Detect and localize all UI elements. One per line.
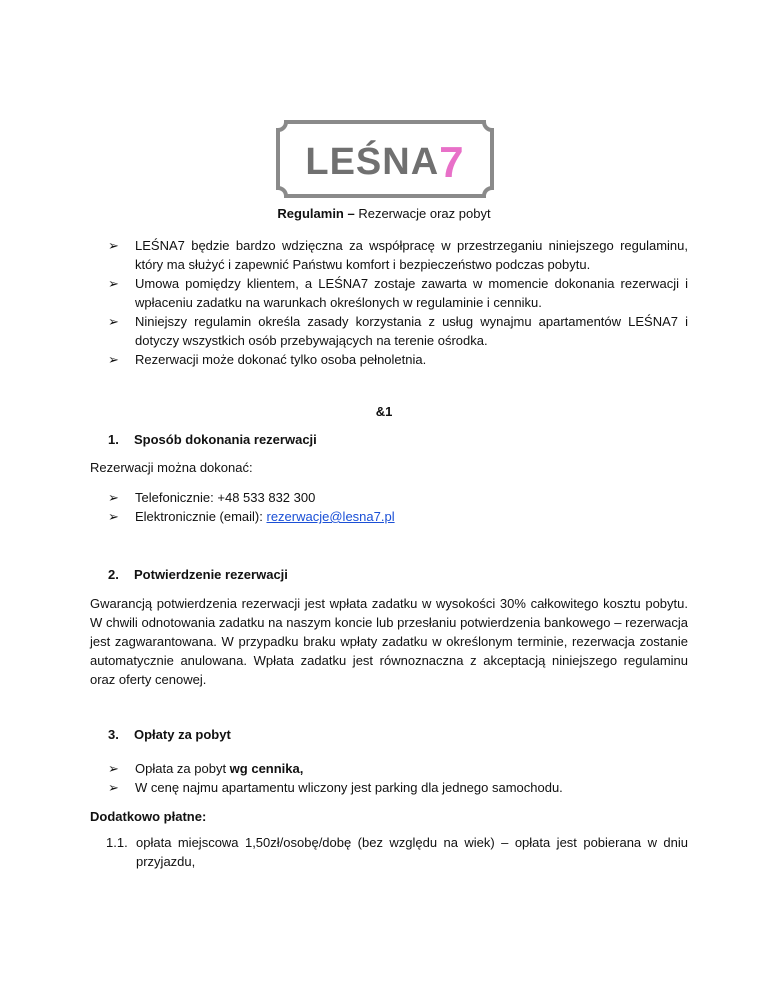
arrow-bullet-icon: ➢ [108,276,119,291]
list-item: ➢ Elektronicznie (email): rezerwacje@lesna7.pl [108,509,395,524]
arrow-bullet-icon: ➢ [108,352,119,367]
arrow-bullet-icon: ➢ [108,509,119,524]
arrow-bullet-icon: ➢ [108,314,119,329]
list-item: ➢ Niniejszy regulamin określa zasady korzystania z usług wynajmu apartamentów LEŚNA7 i dotyczy wszystkich osób przebywających na terenie ośrodka. [108,314,688,348]
fees-list [108,759,688,797]
section-1-intro: Rezerwacji można dokonać: [90,460,253,475]
contact-list [108,488,688,526]
extra-fees-heading: Dodatkowo płatne: [90,809,207,824]
list-item [108,488,688,507]
section-1-heading: 1. Sposób dokonania rezerwacji [108,432,317,447]
arrow-bullet-icon: ➢ [108,490,119,505]
phone-contact: Telefonicznie: +48 533 832 300 [135,490,316,505]
lesna7-logo [274,118,496,200]
section-3-heading: 3. Opłaty za pobyt [108,727,231,742]
section-2-heading: 2. Potwierdzenie rezerwacji [108,567,288,582]
intro-bullet-list [108,236,688,369]
arrow-bullet-icon: ➢ [108,780,119,795]
section-2-text: Gwarancją potwierdzenia rezerwacji jest wpłata zadatku w wysokości 30% całkowitego kosztu pobytu. W chwili odnotowania zadatku na naszym koncie lub przesłaniu potwierdzenia bankowego – rezerwacja jest zagwarantowana. W przypadku braku wpłaty zadatku w określonym terminie, rezerwacja zostanie automatycznie anulowana. Wpłata zadatku jest równoznaczna z akceptacją niniejszego regulaminu oraz oferty cenowej. [90,596,688,687]
list-item: ➢ Opłata za pobyt wg cennika, [108,761,304,776]
arrow-bullet-icon: ➢ [108,238,119,253]
logo-text: LEŚNA 7 [305,137,465,187]
list-item: ➢ Umowa pomiędzy klientem, a LEŚNA7 zostaje zawarta w momencie dokonania rezerwacji i wpłaceniu zadatku na warunkach określonych w regulaminie i cenniku. [108,276,688,310]
list-item: ➢ LEŚNA7 będzie bardzo wdzięczna za współpracę w przestrzeganiu niniejszego regulaminu, który ma służyć i zapewnić Państwu komfort i bezpieczeństwo podczas pobytu. [108,238,688,272]
extra-fee-item: 1.1. opłata miejscowa 1,50zł/osobę/dobę (bez względu na wiek) – opłata jest pobierana w dniu przyjazdu, [106,835,688,869]
arrow-bullet-icon: ➢ [108,761,119,776]
section-mark: &1 [375,404,393,419]
list-item: ➢ W cenę najmu apartamentu wliczony jest parking dla jednego samochodu. [108,780,563,795]
email-link[interactable]: rezerwacje@lesna7.pl [266,509,395,524]
page-title: Regulamin – Rezerwacje oraz pobyt [277,206,491,221]
list-item: ➢ Rezerwacji może dokonać tylko osoba pełnoletnia. [108,352,427,367]
